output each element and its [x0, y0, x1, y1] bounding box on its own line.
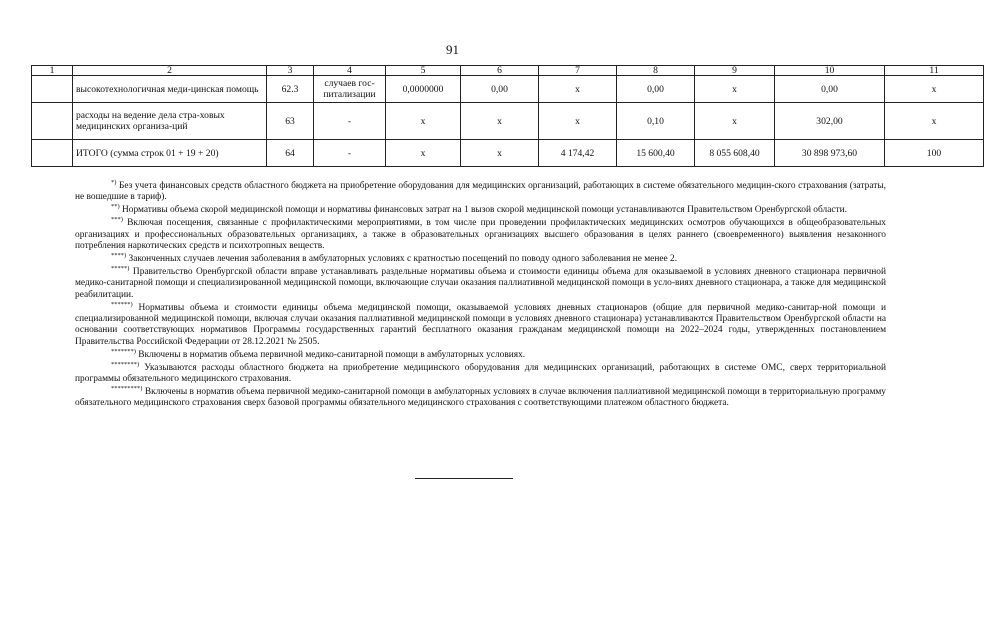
- footnote-text: Правительство Оренбургской области вправе устанавливать раздельные нормативы объема и стоимости единицы объема для оказываемой в условиях дневного стационара первичной медико-санитарной помощи и специализированной медицинской помощи, включающие случаи оказания паллиативной медицинской помощи в усло-виях дневного стационара, а также для медицинской реабилитации.: [75, 266, 886, 300]
- header-cell: 5: [386, 66, 461, 76]
- table-cell: x: [461, 103, 539, 140]
- header-cell: 3: [267, 66, 314, 76]
- footnote-text: Нормативы объема скорой медицинской помощи и нормативы финансовых затрат на 1 вызов скорой медицинской помощи устанавливаются Правительством Оренбургской области.: [119, 205, 847, 216]
- table-cell: 30 898 973,60: [775, 140, 885, 167]
- table-cell: x: [695, 76, 775, 103]
- header-cell: 4: [314, 66, 386, 76]
- table-cell: [32, 103, 73, 140]
- table-cell: 64: [267, 140, 314, 167]
- table-cell: x: [386, 140, 461, 167]
- table-cell: [32, 140, 73, 167]
- footnote-text: Без учета финансовых средств областного бюджета на приобретение оборудования для медицинских организаций, работающих в системе обязательного медицин-ского страхования (затраты, не вошедшие в тариф).: [75, 181, 886, 203]
- footnote: [75, 347, 886, 361]
- footnote-mark: ********): [111, 360, 140, 368]
- table-cell: 0,0000000: [386, 76, 461, 103]
- table-row: [32, 103, 984, 140]
- footnote-text: Включены в норматив объема первичной медико-санитарной помощи в амбулаторных условиях.: [135, 349, 526, 360]
- footnote: [75, 251, 886, 265]
- footnote-mark: *******): [111, 347, 136, 355]
- header-cell: 10: [775, 66, 885, 76]
- footnote-text: Указываются расходы областного бюджета на приобретение медицинского оборудования для медицинских организаций, работающих в системе ОМС, сверх территориальной программы обязательного медицинского страхования.: [75, 362, 886, 384]
- table-cell: x: [695, 103, 775, 140]
- footnote-text: Законченных случаев лечения заболевания в амбулаторных условиях с кратностью посещений по поводу одного заболевания не менее 2.: [126, 253, 678, 264]
- footnote: [75, 178, 886, 204]
- table-cell: -: [314, 103, 386, 140]
- table-cell: 15 600,40: [617, 140, 695, 167]
- footnote-text: Включены в норматив объема первичной медико-санитарной помощи в амбулаторных условиях в случае включения паллиативной медицинской помощи в территориальную программу обязательного медицинского страхования сверх базовой программы обязательного медицинского страхования с соответствующими платежом областного бюджета.: [75, 386, 886, 409]
- footnote-text: Нормативы объема и стоимости единицы объема медицинской помощи, оказываемой условиях дневных стационаров (общие для первичной медико-санитар-ной помощи и специализированной медицинской помощи, включая случаи оказания паллиативной медицинской помощи в условиях дневного стационара) устанавливаются Правительством Оренбургской области на основании соответствующих нормативов Программы государственных гарантий бесплатного оказания гражданам медицинской помощи на 2022–2024 годы, утвержденных постановлением Правительства Российской Федерации от 28.12.2021 № 2505.: [75, 302, 886, 347]
- table-cell: 0,00: [775, 76, 885, 103]
- table-cell: x: [386, 103, 461, 140]
- table-cell: высокотехнологичная меди-цинская помощь: [73, 76, 267, 103]
- table-cell: ИТОГО (сумма строк 01 + 19 + 20): [73, 140, 267, 167]
- table-cell: -: [314, 140, 386, 167]
- footnote: [75, 300, 886, 349]
- table-cell: x: [539, 76, 617, 103]
- footnote-mark: **): [111, 203, 120, 211]
- table-cell: x: [885, 76, 984, 103]
- table-header-row: [32, 66, 984, 76]
- footnote: [75, 360, 886, 386]
- footnote-mark: *****): [111, 264, 130, 272]
- header-cell: 2: [73, 66, 267, 76]
- table-cell: 302,00: [775, 103, 885, 140]
- table-cell: 4 174,42: [539, 140, 617, 167]
- header-cell: 6: [461, 66, 539, 76]
- table-row: [32, 76, 984, 103]
- page-number: 91: [446, 42, 459, 57]
- separator-line: [415, 478, 513, 479]
- data-table: [31, 65, 984, 167]
- header-cell: 11: [885, 66, 984, 76]
- table-cell: случаев гос-питализации: [314, 76, 386, 103]
- header-cell: 9: [695, 66, 775, 76]
- footnote-mark: ****): [111, 251, 127, 259]
- table-cell: 0,00: [617, 76, 695, 103]
- table-cell: 100: [885, 140, 984, 167]
- footnotes: [75, 178, 886, 411]
- table-cell: 0,10: [617, 103, 695, 140]
- footnote: [75, 384, 886, 410]
- header-cell: 1: [32, 66, 73, 76]
- table-cell: x: [885, 103, 984, 140]
- header-cell: 8: [617, 66, 695, 76]
- table-cell: 0,00: [461, 76, 539, 103]
- table-cell: [32, 76, 73, 103]
- footnote-mark: *): [111, 178, 117, 186]
- footnote: [75, 218, 886, 252]
- footnote: [75, 264, 886, 301]
- table-cell: 8 055 608,40: [695, 140, 775, 167]
- table-cell: x: [539, 103, 617, 140]
- footnote-mark: ***): [111, 216, 123, 224]
- footnote-mark: *********): [111, 384, 143, 392]
- footnote-mark: ******): [111, 300, 133, 308]
- table-cell: 63: [267, 103, 314, 140]
- table-cell: расходы на ведение дела стра-ховых медицинских организа-ций: [73, 103, 267, 140]
- header-cell: 7: [539, 66, 617, 76]
- table-cell: 62.3: [267, 76, 314, 103]
- footnote-text: Включая посещения, связанные с профилактическими мероприятиями, в том числе при проведении профилактических медицинских осмотров обучающихся в общеобразовательных организациях и профессиональных образовательных организациях, а также в образовательных организациях высшего образования в целях раннего (своевременного) выявления незаконного потребления наркотических средств и психотропных веществ.: [75, 218, 886, 252]
- footnote: [75, 205, 886, 216]
- table-cell: x: [461, 140, 539, 167]
- table-row: [32, 140, 984, 167]
